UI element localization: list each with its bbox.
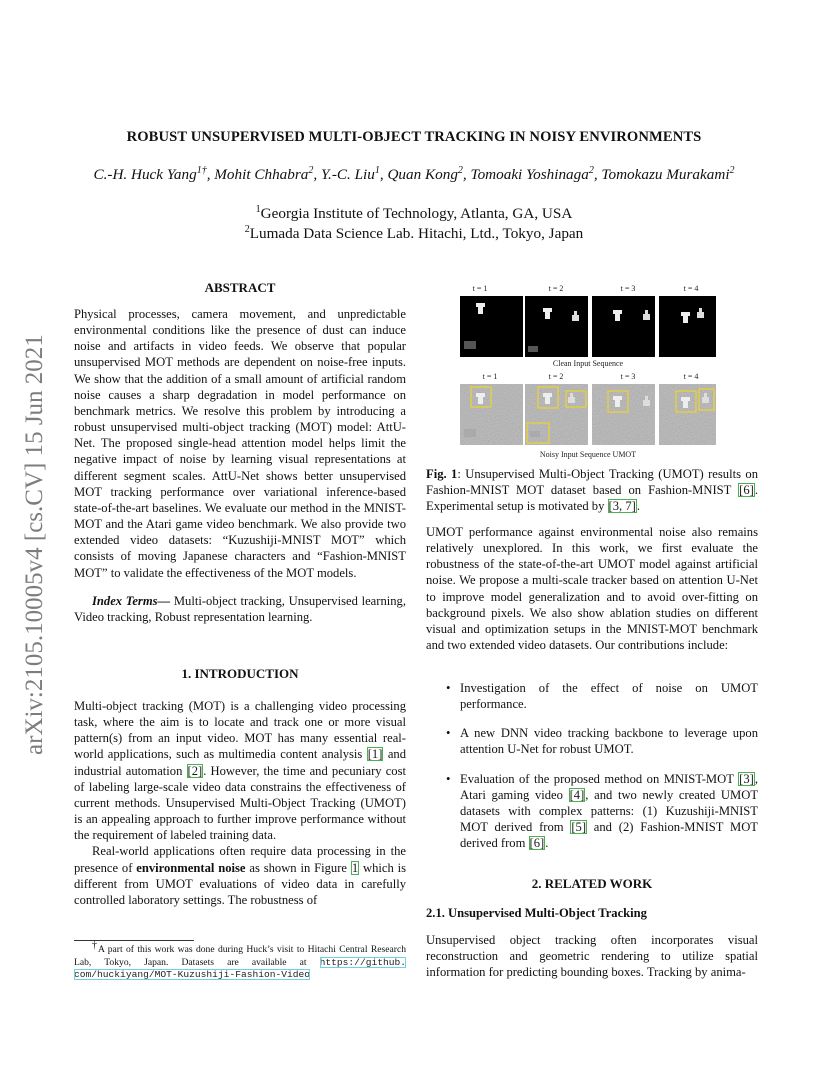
time-label: t = 3: [620, 284, 636, 293]
affiliation-sup: 1: [255, 203, 261, 215]
footnote-sup: †: [92, 939, 98, 951]
clean-sequence-caption: Clean Input Sequence: [552, 359, 624, 368]
text-span: .: [636, 499, 640, 514]
dataset-url-link[interactable]: com/huckiyang/MOT-Kuzushiji-Fashion-Video: [74, 969, 311, 980]
author-sup: 2: [729, 164, 735, 176]
index-terms-text: Multi-object tracking, Unsupervised learning, Video tracking, Robust representation learning.: [74, 593, 406, 624]
affiliation-1: [60, 205, 768, 223]
text-span: and industrial automation: [74, 747, 406, 778]
affiliation-2: [60, 225, 768, 243]
intro-body: [74, 698, 406, 908]
intro-paragraph-1: [74, 698, 406, 843]
arxiv-id-text: arXiv:2105.10005v4 [cs.CV] 15 Jun 2021: [21, 334, 48, 755]
author-name: C.-H. Huck Yang: [93, 166, 197, 183]
clean-frame: [592, 296, 655, 357]
footnote: [74, 940, 406, 982]
citation-link[interactable]: [6]: [529, 836, 545, 851]
author-sup: 1: [374, 164, 380, 176]
index-terms-label: Index Terms—: [92, 593, 171, 608]
arxiv-identifier: [4, 290, 54, 760]
author-name: , Mohit Chhabra: [206, 166, 309, 183]
text-span: as shown in Figure: [245, 860, 351, 875]
bold-term: environmental noise: [136, 860, 246, 875]
text-span: , Atari gaming video: [460, 771, 758, 802]
clean-frame: [659, 296, 716, 357]
author-name: , Tomoaki Yoshinaga: [462, 166, 589, 183]
text-span: . Experimental setup is motivated by: [426, 483, 758, 514]
contributions-list: [444, 680, 758, 864]
intro-heading: 1. INTRODUCTION: [181, 666, 299, 681]
bullet-icon: •: [446, 771, 451, 786]
citation-link[interactable]: [6]: [739, 483, 754, 498]
time-label: t = 1: [472, 284, 488, 293]
author-name: , Quan Kong: [379, 166, 458, 183]
figure-ref-link[interactable]: 1: [351, 860, 359, 875]
figure-caption: [426, 466, 758, 514]
citation-link[interactable]: [3, 7]: [608, 499, 636, 514]
footnote-text: [74, 939, 406, 982]
text-span: which is different from UMOT evaluations of video data in carefully controlled laboratory settings. The robustness of: [74, 860, 406, 907]
clean-frame: [460, 296, 523, 357]
time-label: t = 2: [548, 372, 564, 381]
time-label: t = 2: [548, 284, 564, 293]
noisy-frame: [525, 384, 588, 445]
citation-link[interactable]: [5]: [571, 820, 587, 835]
subsection-heading: 2.1. Unsupervised Multi-Object Tracking: [426, 906, 647, 920]
author-sup: 2: [457, 164, 463, 176]
related-work-paragraph: Unsupervised object tracking often incorporates visual reconstruction and geometric rendering to utilize spatial information for predicting bounding boxes. Tracking by anima-: [426, 933, 758, 980]
text-span: : Unsupervised Multi-Object Tracking (UMOT) results on Fashion-MNIST MOT dataset based on Fashion-MNIST: [426, 467, 758, 498]
clean-frame: [525, 296, 588, 357]
author-list: [40, 166, 788, 184]
index-terms: [74, 593, 406, 625]
text-span: .: [545, 836, 549, 851]
text-span: and (2) Fashion-MNIST MOT derived from: [460, 820, 758, 851]
abstract-heading: ABSTRACT: [204, 280, 276, 295]
citation-link[interactable]: [3]: [739, 771, 754, 786]
time-label: t = 1: [482, 372, 498, 381]
author-sup: 1†: [196, 164, 207, 176]
caption-label: Fig. 1: [426, 467, 458, 481]
noisy-sequence-caption: Noisy Input Sequence UMOT: [539, 450, 637, 459]
author-name: , Tomokazu Murakami: [593, 166, 730, 183]
affiliation-sup: 2: [244, 223, 250, 235]
paper-title: ROBUST UNSUPERVISED MULTI-OBJECT TRACKING IN NOISY ENVIRONMENTS: [126, 129, 702, 145]
bullet-icon: •: [446, 681, 451, 695]
citation-link[interactable]: [1]: [367, 747, 383, 762]
list-item: [444, 680, 758, 712]
citation-link[interactable]: [4]: [569, 787, 585, 802]
noisy-frame: [592, 384, 655, 445]
abstract-body: [74, 306, 406, 625]
time-label: t = 3: [620, 372, 636, 381]
time-label: t = 4: [683, 284, 699, 293]
text-span: . However, the time and pecuniary cost of labeling large-scale video data constrains the effectiveness of current methods. Unsupervised Multi-Object Tracking (UMOT) is an appealing approach to further improve performance without the requirement of labeled training data.: [74, 763, 406, 843]
text-span: Evaluation of the proposed method on MNIST-MOT: [460, 771, 739, 786]
author-name: , Y.-C. Liu: [313, 166, 375, 183]
intro-paragraph-2: [74, 843, 406, 908]
text-span: Real-world applications often require data processing in the presence of: [74, 844, 406, 875]
citation-link[interactable]: [2]: [187, 763, 203, 778]
text-span: , and two newly created UMOT datasets with complex patterns: (1) Kuzushiji-MNIST MOT derived from: [460, 787, 759, 835]
text-span: A part of this work was done during Huck’s visit to Hitachi Central Research Lab, Tokyo, Japan. Datasets are available at: [74, 944, 406, 968]
dataset-url-link[interactable]: https://github.: [319, 956, 406, 968]
list-item: [444, 725, 758, 757]
time-label: t = 4: [683, 372, 699, 381]
author-sup: 2: [308, 164, 314, 176]
affiliation-text: Lumada Data Science Lab. Hitachi, Ltd., Tokyo, Japan: [249, 225, 584, 242]
author-sup: 2: [588, 164, 594, 176]
bullet-icon: •: [446, 726, 451, 741]
related-work-heading: 2. RELATED WORK: [531, 876, 653, 891]
figure-1: [458, 283, 718, 461]
right-column-paragraph: UMOT performance against environmental noise also remains relatively unexplored. In this work, we first evaluate the robustness of the state-of-the-art UMOT model against artificial noise. We propose a multi-scale tracker based on attention U-Net to improve model generalization and to avoid over-fitting on background pixels. We also show ablation studies on different visual and optimization setups in the MNIST-MOT benchmark and two extended video datasets. Our contributions include:: [426, 525, 758, 653]
text-span: Investigation of the effect of noise on UMOT performance.: [460, 681, 758, 712]
figure-graphic: [458, 283, 718, 461]
list-item: [444, 771, 758, 852]
noisy-frame: [460, 384, 523, 445]
noisy-frame: [659, 384, 716, 445]
abstract-text: Physical processes, camera movement, and unpredictable environmental conditions like the presence of dust can induce noise and artifacts in video feeds. We observe that popular unsupervised MOT methods are dependent on noise-free inputs. We show that the addition of a small amount of artificial random noise causes a sharp degradation in model performance on benchmark metrics. We resolve this problem by introducing a robust unsupervised multi-object tracking (MOT) model: AttU-Net. The proposed single-head attention model helps limit the negative impact of noise by learning visual representations at different segment scales. AttU-Net shows better unsupervised MOT tracking performance over variational inference-based state-of-the-art baselines. We evaluate our method in the MNIST-MOT and the Atari game video benchmark. We also provide two extended video datasets: “Kuzushiji-MNIST MOT” which consists of moving Japanese characters and “Fashion-MNIST MOT” to validate the effectiveness of the MOT models.: [74, 307, 406, 580]
text-span: Multi-object tracking (MOT) is a challenging video processing task, where the aim is to locate and track one or more visual pattern(s) from an input video. MOT has many essential real-world applications, such as multimedia content analysis: [74, 699, 406, 762]
affiliation-text: Georgia Institute of Technology, Atlanta, GA, USA: [260, 205, 573, 222]
text-span: A new DNN video tracking backbone to leverage upon attention U-Net for robust UMOT.: [460, 726, 758, 757]
